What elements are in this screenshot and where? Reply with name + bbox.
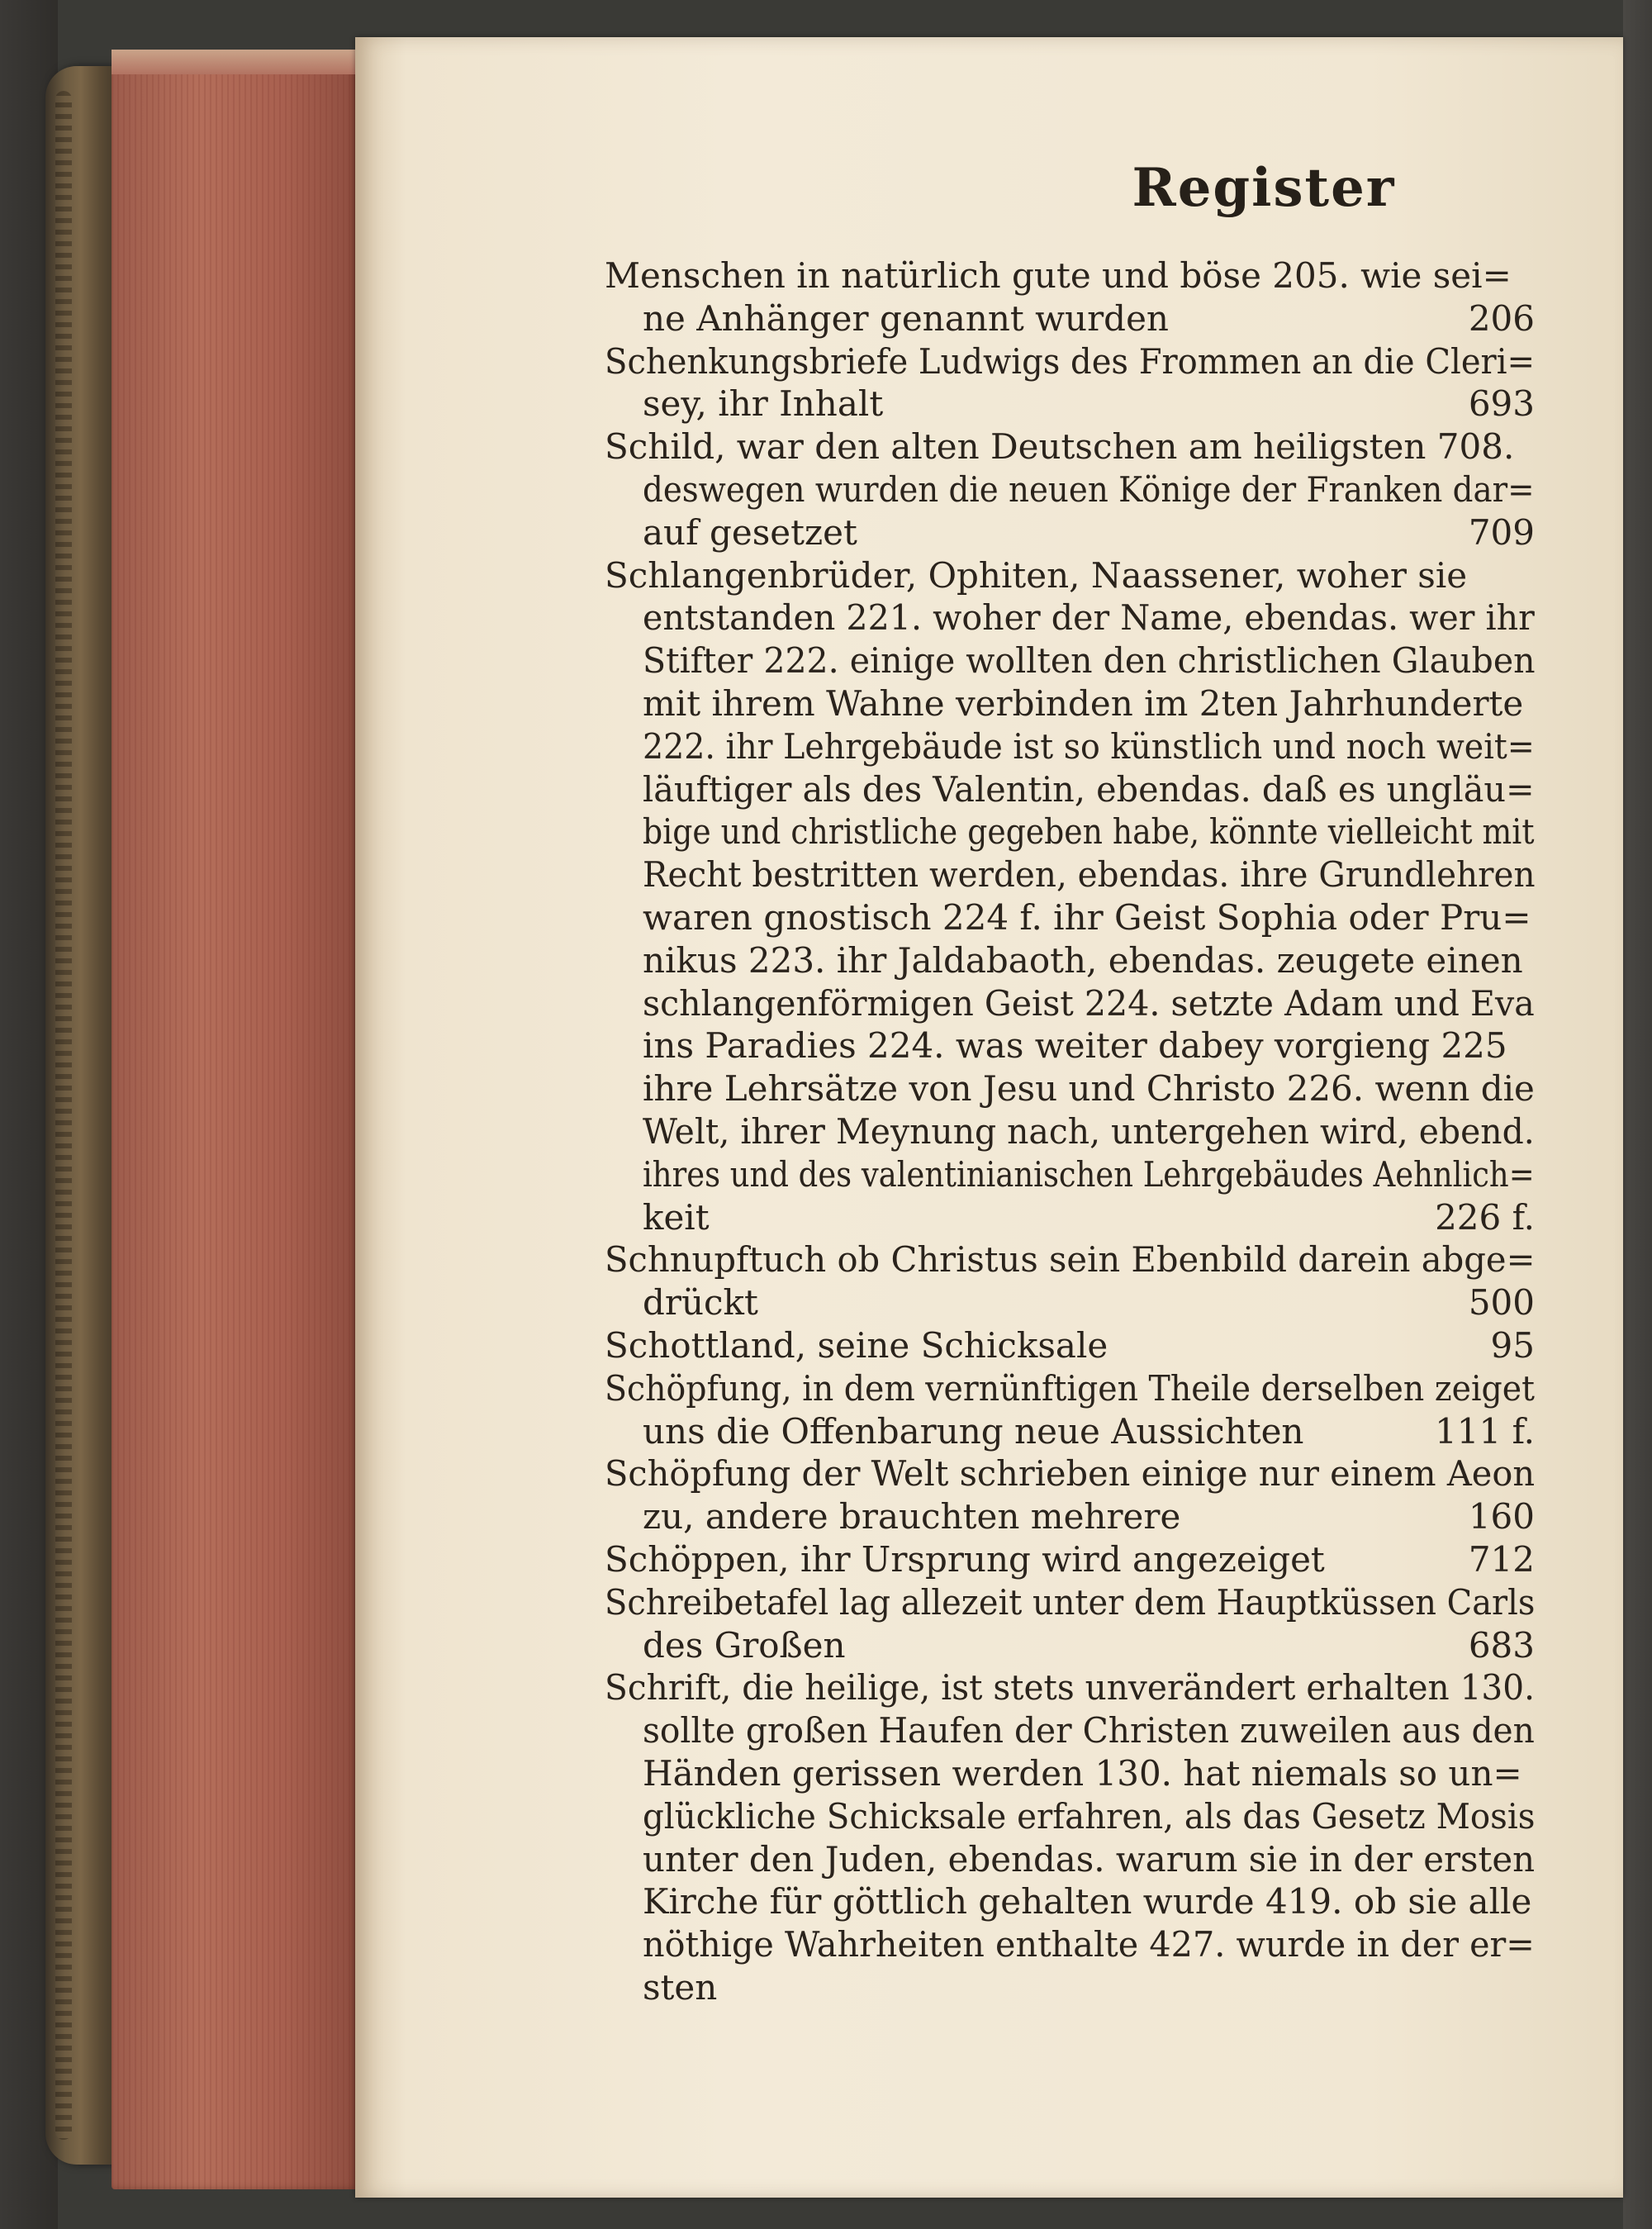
entry-first-line xyxy=(605,427,1535,468)
entry-text: entstanden 221. woher der Name, ebendas. wer ihr xyxy=(643,597,1535,639)
entry-text: Schrift, die heilige, ist stets unverändert erhalten 130. xyxy=(605,1667,1536,1709)
entry-text: schlangenförmigen Geist 224. setzte Adam und Eva xyxy=(643,982,1535,1024)
page-reference: 226 f. xyxy=(1435,1196,1535,1238)
entry-text: sey, ihr Inhalt xyxy=(643,383,884,425)
entry-text: zu, andere brauchten mehrere xyxy=(643,1496,1181,1537)
page-reference: 206 xyxy=(1468,297,1535,339)
entry-continuation-line xyxy=(643,770,1535,811)
entry-continuation-line xyxy=(643,1069,1535,1110)
entry-continuation-line xyxy=(643,1198,1535,1239)
entry-first-line xyxy=(605,1454,1535,1495)
entry-continuation-line xyxy=(643,1283,1535,1324)
entry-text: unter den Juden, ebendas. warum sie in der ersten xyxy=(643,1838,1536,1880)
entry-text: läuftiger als des Valentin, ebendas. daß es ungläu= xyxy=(643,768,1535,810)
entry-text: Schlangenbrüder, Ophiten, Naassener, woher sie xyxy=(605,554,1468,596)
page-reference: 160 xyxy=(1468,1496,1535,1537)
entry-text: ins Paradies 224. was weiter dabey vorgieng 225 xyxy=(643,1025,1507,1067)
entry-text: deswegen wurden die neuen Könige der Franken dar= xyxy=(643,469,1535,510)
entry-continuation-line xyxy=(643,1797,1535,1838)
entry-continuation-line xyxy=(643,1968,1535,2009)
entry-continuation-line xyxy=(643,1711,1535,1752)
entry-continuation-line xyxy=(643,984,1535,1025)
entry-continuation-line xyxy=(643,1026,1535,1067)
entry-continuation-line xyxy=(643,1840,1535,1881)
entry-continuation-line xyxy=(643,898,1535,939)
entry-text: Schreibetafel lag allezeit unter dem Hauptküssen Carls xyxy=(605,1581,1536,1623)
entry-text: ihre Lehrsätze von Jesu und Christo 226. wenn die xyxy=(643,1068,1535,1110)
entry-text: Schenkungsbriefe Ludwigs des Frommen an die Cleri= xyxy=(605,340,1536,382)
entry-first-line xyxy=(605,1240,1535,1281)
entry-text: bige und christliche gegeben habe, könnte vielleicht mit xyxy=(643,811,1535,853)
entry-first-line xyxy=(605,1668,1535,1709)
entry-text: keit xyxy=(643,1196,710,1238)
page-reference: 712 xyxy=(1468,1539,1535,1580)
entry-continuation-line xyxy=(643,1882,1535,1923)
entry-continuation-line xyxy=(643,513,1535,554)
entry-text: Menschen in natürlich gute und böse 205. wie sei= xyxy=(605,255,1512,296)
page-reference: 683 xyxy=(1468,1624,1535,1666)
entry-continuation-line xyxy=(643,941,1535,982)
entry-text: des Großen xyxy=(643,1624,846,1666)
entry-continuation-line xyxy=(643,1112,1535,1153)
page-heading: Register xyxy=(1132,157,1396,219)
entry-text: ihres und des valentinianischen Lehrgebäudes Aehnlich= xyxy=(643,1153,1535,1195)
entry-first-line xyxy=(605,556,1535,597)
entry-text: nikus 223. ihr Jaldabaoth, ebendas. zeugete einen xyxy=(643,939,1523,981)
entry-text: Kirche für göttlich gehalten wurde 419. ob sie alle xyxy=(643,1881,1532,1922)
entry-continuation-line xyxy=(643,1754,1535,1795)
entry-text: uns die Offenbarung neue Aussichten xyxy=(643,1410,1304,1452)
page-reference: 95 xyxy=(1490,1325,1535,1366)
entry-continuation-line xyxy=(643,727,1535,768)
entry-first-line xyxy=(605,1369,1535,1410)
entry-text: Schöpfung der Welt schrieben einige nur einem Aeon xyxy=(605,1453,1536,1495)
entry-continuation-line xyxy=(643,470,1535,511)
entry-text: Schöppen, ihr Ursprung wird angezeiget xyxy=(605,1539,1325,1580)
entry-text: ne Anhänger genannt wurden xyxy=(643,297,1169,339)
entry-text: nöthige Wahrheiten enthalte 427. wurde in der er= xyxy=(643,1924,1535,1965)
entry-text: Händen gerissen werden 130. hat niemals so un= xyxy=(643,1753,1522,1794)
entry-text: Schöpfung, in dem vernünftigen Theile derselben zeiget xyxy=(605,1367,1535,1409)
entry-continuation-line xyxy=(643,598,1535,639)
entry-continuation-line xyxy=(643,812,1535,853)
entry-text: 222. ihr Lehrgebäude ist so künstlich und noch weit= xyxy=(643,725,1535,767)
page-reference: 693 xyxy=(1468,383,1535,425)
entry-continuation-line xyxy=(643,299,1535,340)
entry-text: Schild, war den alten Deutschen am heiligsten 708. xyxy=(605,426,1515,468)
entry-text: Recht bestritten werden, ebendas. ihre Grundlehren xyxy=(643,854,1536,896)
entry-continuation-line xyxy=(643,684,1535,725)
entry-text: drückt xyxy=(643,1282,758,1324)
entry-text: glückliche Schicksale erfahren, als das Gesetz Mosis xyxy=(643,1795,1536,1837)
page-reference: 709 xyxy=(1468,511,1535,553)
entry-first-line xyxy=(605,342,1535,383)
entry-continuation-line xyxy=(643,384,1535,425)
entry-text: Schnupftuch ob Christus sein Ebenbild darein abge= xyxy=(605,1239,1536,1281)
entry-text: waren gnostisch 224 f. ihr Geist Sophia oder Pru= xyxy=(643,897,1531,938)
entry-text: auf gesetzet xyxy=(643,511,857,553)
entry-first-line xyxy=(605,256,1535,297)
entry-text: sten xyxy=(643,1967,718,2008)
entry-text: Schottland, seine Schicksale xyxy=(605,1325,1108,1366)
entry-text: sollte großen Haufen der Christen zuweilen aus den xyxy=(643,1710,1535,1751)
entry-continuation-line xyxy=(643,1626,1535,1667)
entry-continuation-line xyxy=(643,855,1535,896)
entry-first-line xyxy=(605,1583,1535,1624)
page-reference: 500 xyxy=(1468,1282,1535,1324)
entry-continuation-line xyxy=(643,1497,1535,1538)
entry-text: Stifter 222. einige wollten den christlichen Glauben xyxy=(643,640,1536,682)
entry-continuation-line xyxy=(643,1155,1535,1196)
entry-continuation-line xyxy=(643,1412,1535,1453)
entry-continuation-line xyxy=(643,1925,1535,1966)
entry-continuation-line xyxy=(643,641,1535,682)
entry-first-line xyxy=(605,1540,1535,1581)
page-reference: 111 f. xyxy=(1435,1410,1535,1452)
entry-text: Welt, ihrer Meynung nach, untergehen wird, ebend. xyxy=(643,1111,1535,1152)
entry-first-line xyxy=(605,1326,1535,1367)
entry-text: mit ihrem Wahne verbinden im 2ten Jahrhunderte xyxy=(643,683,1524,724)
